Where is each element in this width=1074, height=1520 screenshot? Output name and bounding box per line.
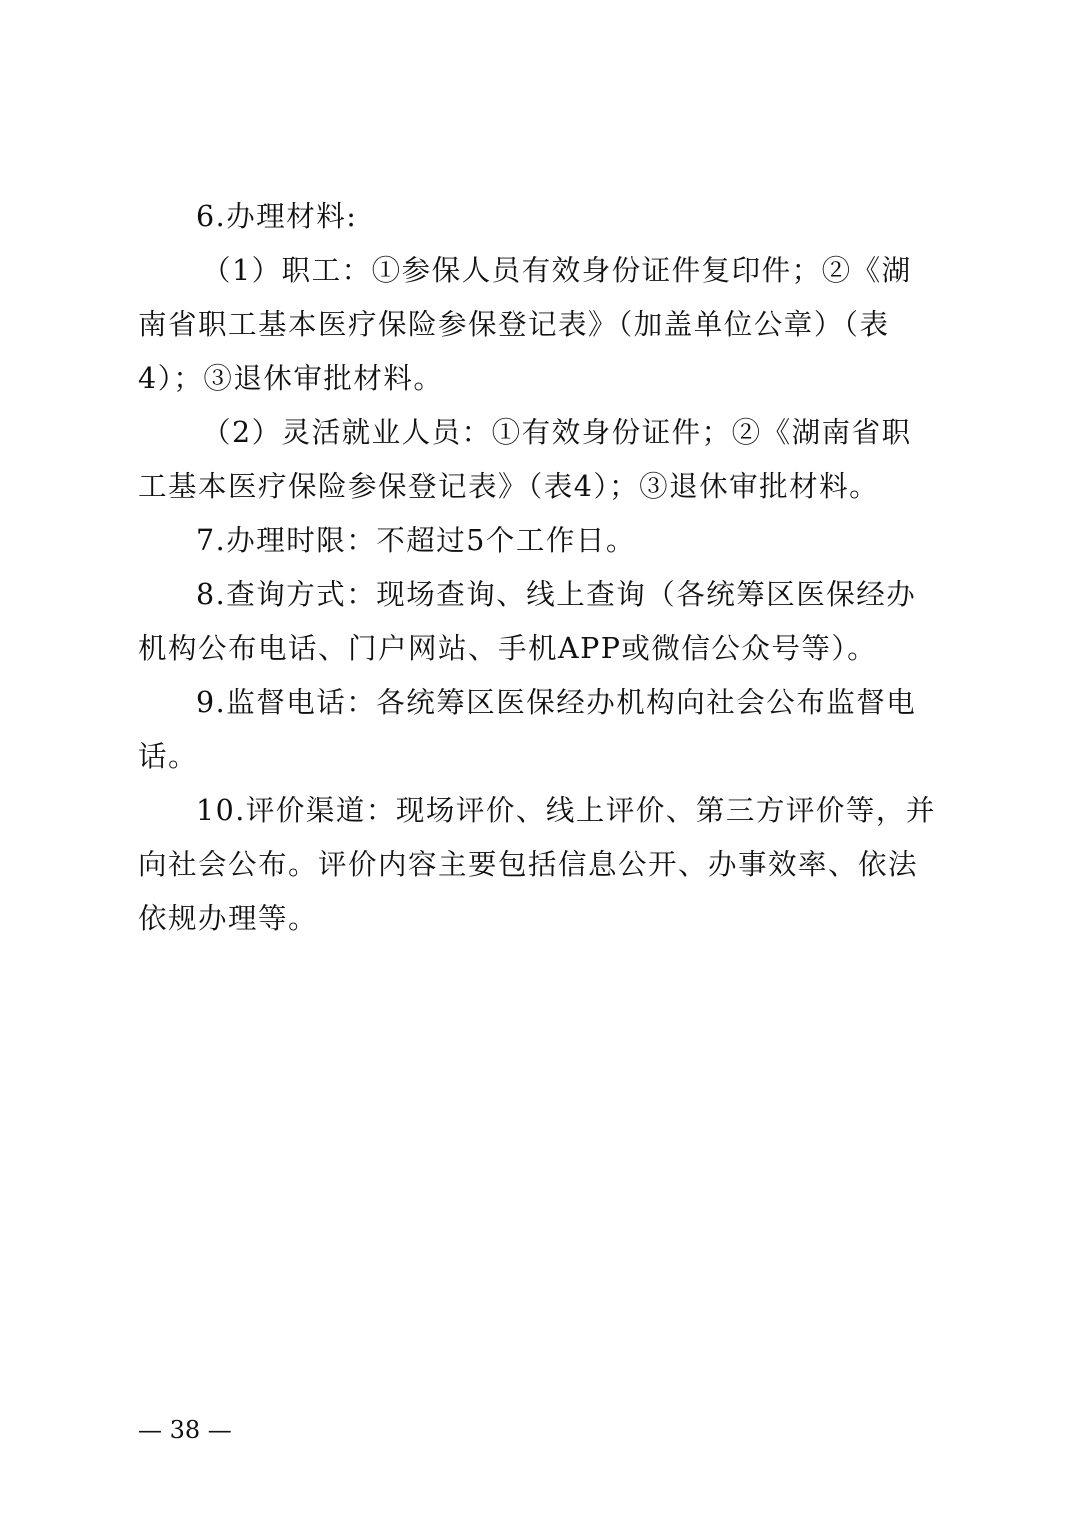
document-body — [138, 190, 938, 946]
supervision-paragraph: 9.监督电话：各统筹区医保经办机构向社会公布监督电话。 — [138, 686, 917, 773]
inquiry-paragraph: 8.查询方式：现场查询、线上查询（各统筹区医保经办机构公布电话、门户网站、手机APP或微信公众号等）。 — [138, 578, 917, 665]
evaluation-paragraph: 10.评价渠道：现场评价、线上评价、第三方评价等，并向社会公布。评价内容主要包括信息公开、办事效率、依法依规办理等。 — [138, 794, 936, 935]
time-limit-paragraph: 7.办理时限：不超过5个工作日。 — [196, 524, 636, 557]
page-number: — 38 — — [138, 1416, 232, 1444]
materials-heading: 6.办理材料: — [196, 200, 358, 233]
materials-flexible-paragraph: （2）灵活就业人员：①有效身份证件；②《湖南省职工基本医疗保险参保登记表》（表4）；③退休审批材料。 — [138, 416, 912, 503]
materials-worker-paragraph: （1）职工：①参保人员有效身份证件复印件；②《湖南省职工基本医疗保险参保登记表》（加盖单位公章）（表4）；③退休审批材料。 — [138, 254, 912, 395]
